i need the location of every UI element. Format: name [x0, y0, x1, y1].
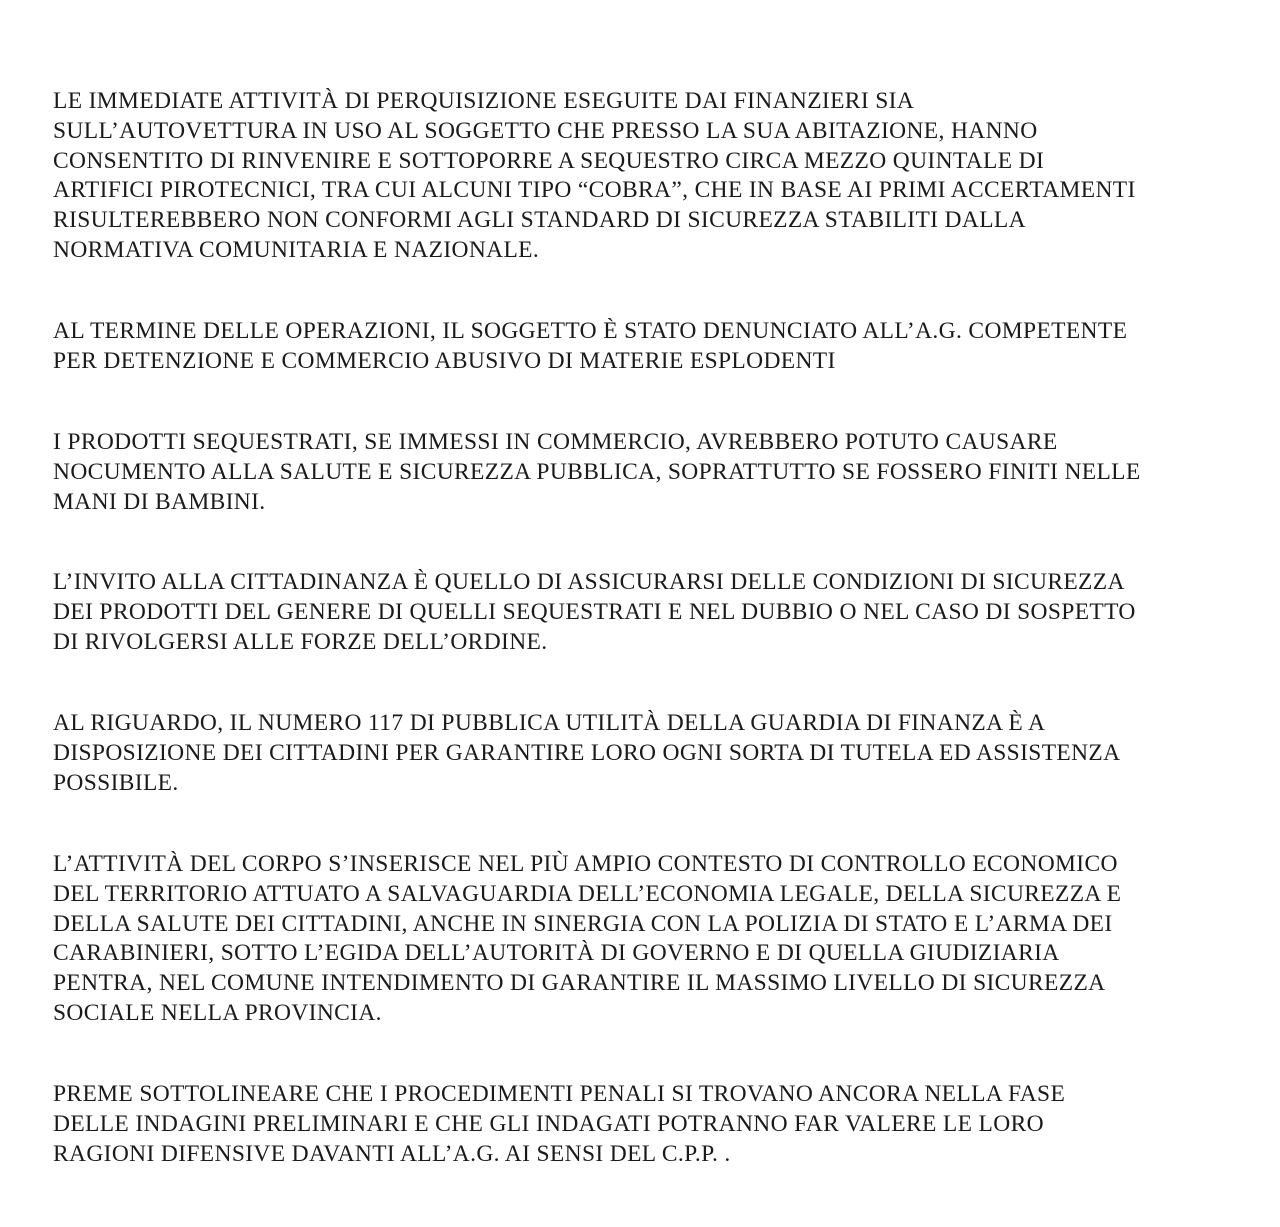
text-line: DELLE INDAGINI PRELIMINARI E CHE GLI INDAGATI POTRANNO FAR VALERE LE LORO [53, 1110, 1044, 1137]
text-line: LE IMMEDIATE ATTIVITÀ DI PERQUISIZIONE ESEGUITE DAI FINANZIERI SIA [53, 88, 915, 114]
text-line: AL RIGUARDO, IL NUMERO 117 DI PUBBLICA UTILITÀ DELLA GUARDIA DI FINANZA È A [53, 710, 1046, 736]
paragraph-citizen-invitation [53, 568, 1253, 657]
paragraph-legal-disclaimer [53, 1080, 1253, 1169]
paragraph-denunciation [53, 317, 1253, 377]
text-line: RAGIONI DIFENSIVE DAVANTI ALL’A.G. AI SENSI DEL C.P.P. . [53, 1140, 731, 1167]
text-line: DELLA SALUTE DEI CITTADINI, ANCHE IN SINERGIA CON LA POLIZIA DI STATO E L’ARMA DEI [53, 910, 1113, 937]
text-line: PREME SOTTOLINEARE CHE I PROCEDIMENTI PENALI SI TROVANO ANCORA NELLA FASE [53, 1081, 1066, 1107]
text-line: ARTIFICI PIROTECNICI, TRA CUI ALCUNI TIPO “COBRA”, CHE IN BASE AI PRIMI ACCERTAMENTI [53, 177, 1136, 204]
text-line: L’INVITO ALLA CITTADINANZA È QUELLO DI ASSICURARSI DELLE CONDIZIONI DI SICUREZZA [53, 569, 1125, 595]
text-line: PENTRA, NEL COMUNE INTENDIMENTO DI GARANTIRE IL MASSIMO LIVELLO DI SICUREZZA [53, 970, 1106, 997]
text-line: I PRODOTTI SEQUESTRATI, SE IMMESSI IN COMMERCIO, AVREBBERO POTUTO CAUSARE [53, 429, 1058, 455]
text-line: DEI PRODOTTI DEL GENERE DI QUELLI SEQUESTRATI E NEL DUBBIO O NEL CASO DI SOSPETTO [53, 598, 1136, 625]
text-line: NOCUMENTO ALLA SALUTE E SICUREZZA PUBBLICA, SOPRATTUTTO SE FOSSERO FINITI NELLE [53, 458, 1141, 485]
text-line: RISULTEREBBERO NON CONFORMI AGLI STANDARD DI SICUREZZA STABILITI DALLA [53, 207, 1026, 234]
paragraph-corps-activity [53, 850, 1253, 1029]
text-line: NORMATIVA COMUNITARIA E NAZIONALE. [53, 236, 540, 263]
text-line: SULL’AUTOVETTURA IN USO AL SOGGETTO CHE PRESSO LA SUA ABITAZIONE, HANNO [53, 117, 1038, 144]
text-line: CARABINIERI, SOTTO L’EGIDA DELL’AUTORITÀ DI GOVERNO E DI QUELLA GIUDIZIARIA [53, 940, 1060, 967]
text-line: POSSIBILE. [53, 769, 179, 796]
text-line: SOCIALE NELLA PROVINCIA. [53, 999, 382, 1026]
paragraph-seized-products [53, 428, 1253, 517]
paragraph-search-and-seizure [53, 87, 1253, 266]
text-line: AL TERMINE DELLE OPERAZIONI, IL SOGGETTO È STATO DENUNCIATO ALL’A.G. COMPETENTE [53, 318, 1128, 344]
text-line: L’ATTIVITÀ DEL CORPO S’INSERISCE NEL PIÙ AMPIO CONTESTO DI CONTROLLO ECONOMICO [53, 851, 1118, 877]
paragraph-number-117 [53, 709, 1253, 798]
text-line: DISPOSIZIONE DEI CITTADINI PER GARANTIRE LORO OGNI SORTA DI TUTELA ED ASSISTENZA [53, 739, 1121, 766]
text-line: DEL TERRITORIO ATTUATO A SALVAGUARDIA DELL’ECONOMIA LEGALE, DELLA SICUREZZA E [53, 880, 1122, 907]
text-line: DI RIVOLGERSI ALLE FORZE DELL’ORDINE. [53, 628, 548, 655]
text-line: CONSENTITO DI RINVENIRE E SOTTOPORRE A SEQUESTRO CIRCA MEZZO QUINTALE DI [53, 147, 1045, 174]
text-line: PER DETENZIONE E COMMERCIO ABUSIVO DI MATERIE ESPLODENTI [53, 347, 836, 374]
text-line: MANI DI BAMBINI. [53, 488, 266, 515]
